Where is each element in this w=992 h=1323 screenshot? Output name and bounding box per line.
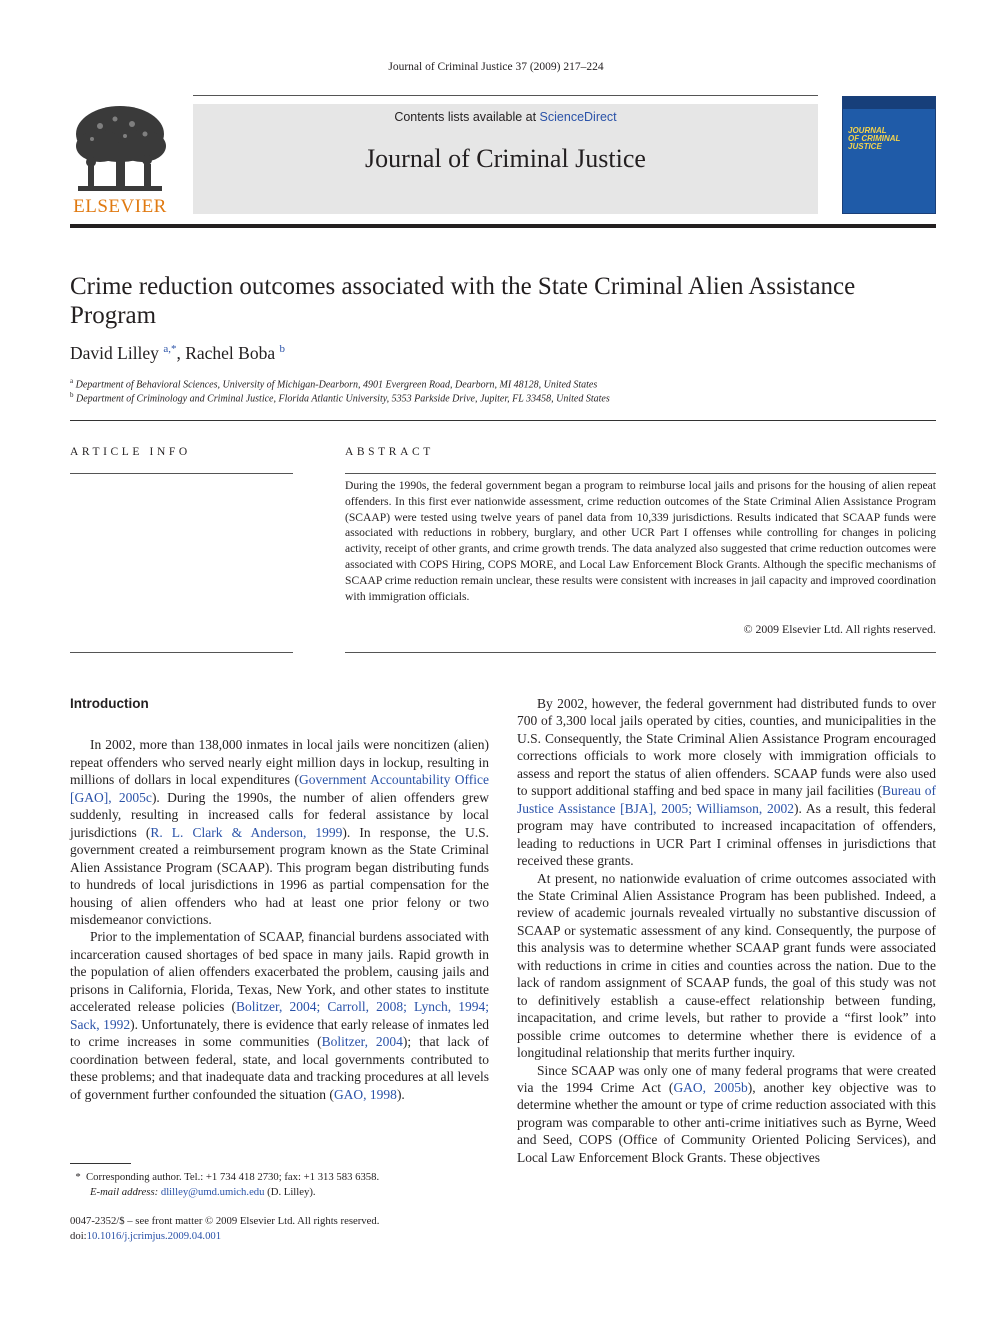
affiliation-text: Department of Criminology and Criminal Justice, Florida Atlantic University, 5353 Parkside Drive, Jupiter, FL 33458, United States (76, 393, 610, 405)
footnote-mark: * (75, 1171, 81, 1183)
body-text: ). In response, the U.S. government created a reimbursement program known as the State Criminal Alien Assistance Program (SCAAP). This program began distributing funds to hundreds of local jurisdictions in 1996 as partial compensation for the housing of alien offenders who had at least one prior felony or two misdemeanor convictions. (70, 824, 489, 927)
sciencedirect-link[interactable]: ScienceDirect (539, 110, 617, 124)
email-label: E-mail address: (90, 1186, 161, 1198)
contents-prefix: Contents lists available at (394, 110, 540, 124)
abstract-text: During the 1990s, the federal government began a program to reimburse local jails and prisons for the housing of alien repeat offenders. In this first ever nationwide assessment, crime reduction outcomes of the State Criminal Alien Assistance Program (SCAAP) were tested using twelve years of panel data from 10,339 jurisdictions. Results indicated that SCAAP funds were associated with reductions in robbery, burglary, and other UCR Part I offenses while controlling for changes in policing activity, receipt of other grants, and crime growth trends. The data analyzed also suggested that crime reduction outcomes were associated with COPS Hiring, COPS MORE, and Local Law Enforcement Block Grants. Although the specific mechanisms of SCAAP crime reduction remain unclear, these results were consistent with increases in jail capacity and improved coordination with immigration officials. (345, 479, 936, 603)
section-heading-introduction: Introduction (70, 696, 149, 711)
cover-title-line: JOURNAL (848, 126, 887, 135)
body-text: ), another key objective was to determine whether the amount or type of crime reduction associated with this program was comparable to other anti-crime initiatives such as Byrne, Weed and Seed, COPS (Office of Community Oriented Policing Services), and Local Law Enforcement Block Grants. These objectives (517, 1079, 936, 1165)
affiliation-text: Department of Behavioral Sciences, University of Michigan-Dearborn, 4901 Evergreen Road, Dearborn, MI 48128, United States (75, 379, 598, 391)
cover-header-strip (843, 97, 935, 109)
body-paragraph (70, 736, 489, 928)
journal-banner (193, 104, 818, 214)
right-column (517, 695, 936, 1166)
affiliation (70, 391, 610, 404)
author-separator: , (176, 343, 186, 363)
abstract-heading: ABSTRACT (345, 446, 434, 458)
body-text: ). Unfortunately, there is evidence that early release of inmates led to crime increases in some communities ( (70, 1016, 490, 1050)
footnote-line (70, 1170, 489, 1185)
body-text: In 2002, more than 138,000 inmates in local jails were noncitizen (alien) repeat offenders who served nearly eight million days in lockup, resulting in millions of dollars in local expenditures ( (70, 737, 489, 788)
body-text: At present, no nationwide evaluation of crime outcomes associated with the State Criminal Alien Assistance Program has been published. Indeed, a review of academic journals revealed virtually no substantive discussion of SCAAP or systematic assessment of any kind. Consequently, the purpose of this analysis was to determine whether SCAAP grant funds were associated with reductions in crime in cities and counties across the nation. Due to the lack of random assignment of SCAAP funds, the goal of this study was not to definitively establish a cause-effect relationship between funding, incapacitation, and crime levels, but rather to provide a “first look” into possible crime outcomes to determine whether there is evidence of a longitudinal relationship that merits further inquiry. (517, 870, 936, 1061)
doi-line (70, 1229, 379, 1244)
author-affiliation-mark[interactable]: a,* (163, 343, 177, 356)
citation-link[interactable]: GAO, 1998 (333, 1086, 397, 1102)
email-suffix: (D. Lilley). (264, 1186, 316, 1198)
author-list (70, 343, 285, 364)
body-paragraph (70, 928, 489, 1103)
author-name: Rachel Boba (185, 343, 280, 363)
header-rule (70, 224, 936, 228)
body-text: ); that lack of coordination between federal, state, and local governments contributed to these problems; and that inadequate data and tracking procedures at all levels of government further confounded the situation ( (70, 1034, 489, 1102)
article-metadata (70, 1214, 379, 1244)
citation-link[interactable]: GAO, 2005b (673, 1079, 748, 1095)
article-info-bottom-rule (70, 652, 293, 653)
cover-title-line: JUSTICE (848, 142, 882, 151)
contents-line (193, 110, 818, 124)
affiliation-mark: a (70, 377, 74, 385)
cover-title-line: OF CRIMINAL (848, 134, 901, 143)
footnote-corresponding: Corresponding author. Tel.: +1 734 418 2730; fax: +1 313 583 6358. (86, 1171, 380, 1183)
body-text: Prior to the implementation of SCAAP, financial burdens associated with incarceration caused shortages of bed space in many jails. Rapid growth in the population of alien offenders exacerbated the problem, causing jails and prisons in California, Florida, Texas, New York, and other states to institute accelerated release policies ( (70, 929, 489, 1015)
body-text: Since SCAAP was only one of many federal programs that were created via the 1994 Crime Act ( (517, 1062, 936, 1095)
affiliation-mark: b (70, 391, 74, 399)
author-affiliation-mark[interactable]: b (279, 343, 285, 356)
abstract-bottom-rule (345, 652, 936, 653)
body-text: ). (396, 1086, 405, 1102)
journal-reference: Journal of Criminal Justice 37 (2009) 217–224 (388, 61, 604, 73)
author-name: David Lilley (70, 343, 164, 363)
body-paragraph (517, 1062, 936, 1167)
citation-link[interactable]: Bolitzer, 2004 (321, 1034, 403, 1050)
doi-label: doi: (70, 1230, 87, 1242)
cover-title (848, 127, 933, 151)
corresponding-author-footnote (70, 1170, 489, 1200)
body-text: ). As a result, this federal program may have contributed to increased incapacitation of offenders, leading to reductions in UCR Part I criminal offenses in jurisdictions that received these grants. (517, 800, 936, 869)
citation-link[interactable]: R. L. Clark & Anderson, 1999 (150, 824, 343, 840)
journal-title: Journal of Criminal Justice (365, 144, 646, 173)
issn-line: 0047-2352/$ – see front matter © 2009 Elsevier Ltd. All rights reserved. (70, 1215, 380, 1227)
article-info-rule (70, 473, 293, 474)
citation-link[interactable]: Government Accountability Office [GAO], 2005c (70, 772, 489, 805)
citation-link[interactable]: Bureau of Justice Assistance [BJA], 2005; Williamson, 2002 (517, 783, 936, 816)
email-link[interactable]: dlilley@umd.umich.edu (160, 1186, 265, 1198)
body-paragraph (517, 695, 936, 870)
doi-link[interactable]: 10.1016/j.jcrimjus.2009.04.001 (86, 1230, 222, 1242)
footnote-rule (70, 1163, 131, 1164)
abstract-rule (345, 473, 936, 474)
abstract-copyright: © 2009 Elsevier Ltd. All rights reserved. (743, 622, 936, 636)
top-rule (193, 95, 818, 96)
citation-link[interactable]: Bolitzer, 2004; Carroll, 2008; Lynch, 1994; Sack, 1992 (70, 999, 489, 1032)
article-title: Crime reduction outcomes associated with the State Criminal Alien Assistance Program (70, 273, 856, 329)
section-rule (70, 420, 936, 421)
footnote-email-line (70, 1185, 489, 1200)
affiliation (70, 377, 597, 390)
left-column (70, 695, 489, 1103)
journal-cover-thumbnail[interactable] (842, 96, 936, 214)
article-info-heading: ARTICLE INFO (70, 446, 191, 458)
body-paragraph (517, 870, 936, 1062)
publisher-wordmark: ELSEVIER (73, 196, 167, 217)
body-text: ). During the 1990s, the number of alien offenders grew suddenly, resulting in increased calls for federal assistance by local jurisdictions ( (70, 789, 490, 840)
body-text: By 2002, however, the federal government had distributed funds to over 700 of 3,300 local jails operated by cities, counties, and municipalities in the U.S. Consequently, the State Criminal Alien Assistance Program encouraged corrections officials to work more closely with immigration officials to assess and report the status of alien offenders. SCAAP funds were also used to support additional staffing and bed space in many jail facilities ( (517, 696, 936, 799)
